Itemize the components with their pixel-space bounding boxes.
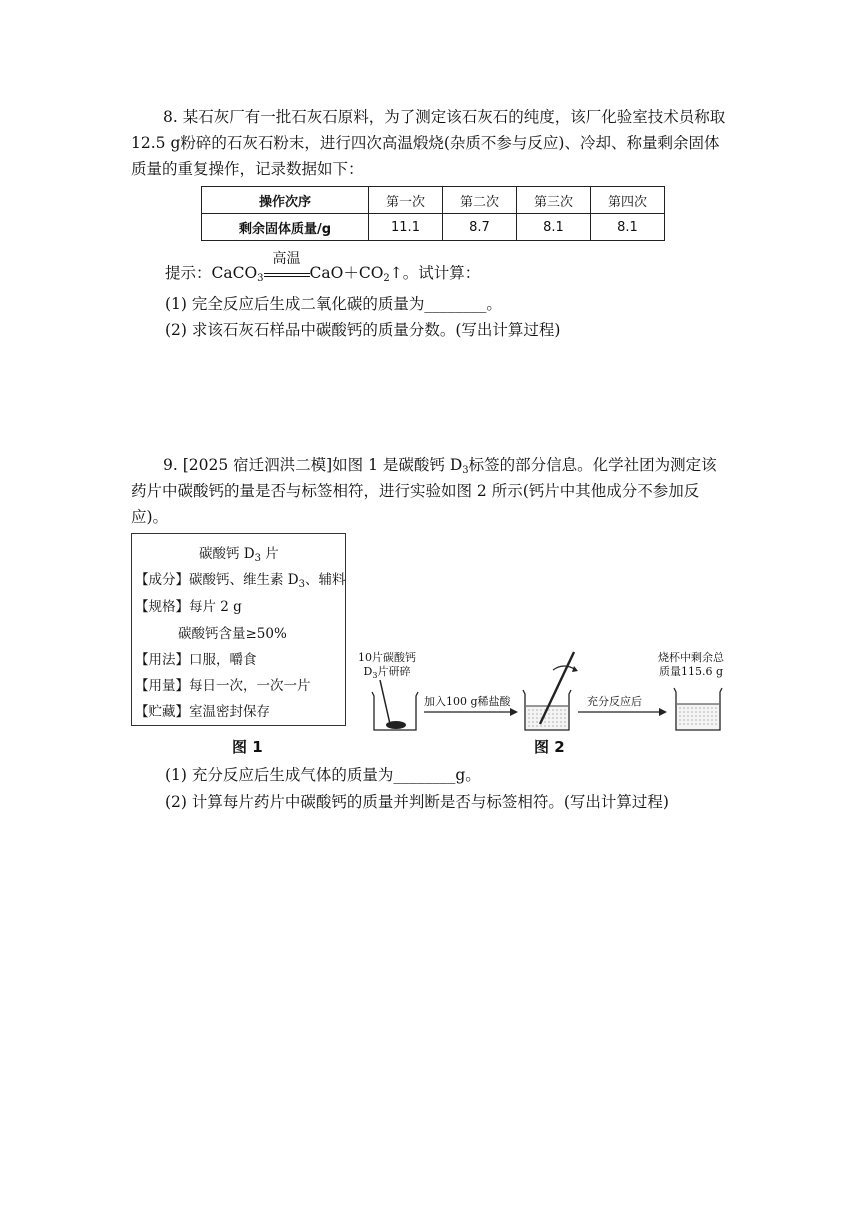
label-ingredients-sub: 3 xyxy=(298,579,305,590)
label-title-text: 碳酸钙 D xyxy=(199,546,255,562)
hint-subscript: 3 xyxy=(257,273,264,284)
label-spec: 【规格】每片 2 g xyxy=(135,599,242,615)
q8-hint xyxy=(165,251,481,284)
data-table xyxy=(201,186,665,241)
beaker-2 xyxy=(523,652,578,730)
arrow-1-label: 加入100 g稀盐酸 xyxy=(424,695,511,708)
table-row xyxy=(202,214,665,241)
label-title-sub: 3 xyxy=(254,553,261,564)
result-line1: 烧杯中剩余总 xyxy=(658,651,724,664)
table-header-cell: 第一次 xyxy=(369,187,443,214)
beaker-3 xyxy=(674,688,722,730)
table-cell: 8.7 xyxy=(443,214,517,241)
figure-2-caption: 图 2 xyxy=(534,738,565,756)
label-dosage: 【用量】每日一次，一次一片 xyxy=(135,678,311,694)
table-header-cell: 第三次 xyxy=(517,187,591,214)
q9-intro-subscript: 3 xyxy=(462,465,469,476)
hint-text: CaO＋CO xyxy=(309,264,384,282)
q8-question-1: (1) 完全反应后生成二氧化碳的质量为________。 xyxy=(165,295,502,313)
arrow-2-label: 充分反应后 xyxy=(587,695,642,708)
hint-text: 提示：CaCO xyxy=(165,264,258,282)
table-header-label: 操作次序 xyxy=(202,187,369,214)
step1-line1: 10片碳酸钙 xyxy=(358,651,416,664)
q9-question-2: (2) 计算每片药片中碳酸钙的质量并判断是否与标签相符。(写出计算过程) xyxy=(165,793,669,811)
step1-line2-sub: 3 xyxy=(372,671,378,680)
table-row xyxy=(202,187,665,214)
label-title xyxy=(199,542,279,562)
q9-question-1: (1) 充分反应后生成气体的质量为________g。 xyxy=(165,766,481,784)
step1-line2-text: D xyxy=(363,665,373,678)
hint-subscript: 2 xyxy=(383,273,390,284)
beaker-1 xyxy=(372,680,418,730)
step1-line2-text: 片研碎 xyxy=(377,665,411,678)
q8-intro: 8. 某石灰厂有一批石灰石原料，为了测定该石灰石的纯度，该厂化验室技术员称取12.5 g粉碎的石灰石粉末，进行四次高温煅烧(杂质不参与反应)、冷却、称量剩余固体质量的重复操作，记录数据如下： xyxy=(131,108,726,178)
reaction-condition xyxy=(264,251,310,278)
label-content: 碳酸钙含量≥50% xyxy=(178,626,287,642)
figure-1-caption: 图 1 xyxy=(232,738,263,756)
q9-intro-text: 标签的部分信息。化学社团为测定该药片中碳酸钙的量是否与标签相符，进行实验如图 2 所示(钙片中其他成分不参加反应)。 xyxy=(131,456,717,526)
label-usage: 【用法】口服，嚼食 xyxy=(135,652,257,668)
table-cell: 11.1 xyxy=(369,214,443,241)
label-title-text: 片 xyxy=(261,546,279,562)
pestle-icon xyxy=(380,680,390,724)
hint-text: ↑。试计算： xyxy=(389,264,481,282)
label-ingredients-text: 、辅料 xyxy=(305,572,346,588)
arrow-1-head xyxy=(510,708,518,716)
q9-intro-text: 9. [2025 宿迁泗洪二模]如图 1 是碳酸钙 D xyxy=(163,456,463,474)
arrow-2-head xyxy=(659,708,667,716)
q9-intro xyxy=(131,452,731,530)
table-cell: 8.1 xyxy=(591,214,665,241)
result-label xyxy=(650,651,732,679)
table-row-label: 剩余固体质量/g xyxy=(202,214,369,241)
q8-question-2: (2) 求该石灰石样品中碳酸钙的质量分数。(写出计算过程) xyxy=(165,321,561,339)
label-storage: 【贮藏】室温密封保存 xyxy=(135,704,270,720)
result-line2: 质量115.6 g xyxy=(658,665,724,678)
label-ingredients xyxy=(135,568,346,588)
label-ingredients-text: 【成分】碳酸钙、维生素 D xyxy=(135,572,299,588)
table-header-cell: 第四次 xyxy=(591,187,665,214)
condition-text: 高温 xyxy=(272,251,301,267)
table-cell: 8.1 xyxy=(517,214,591,241)
table-header-cell: 第二次 xyxy=(443,187,517,214)
medicine-label-card xyxy=(131,533,346,726)
